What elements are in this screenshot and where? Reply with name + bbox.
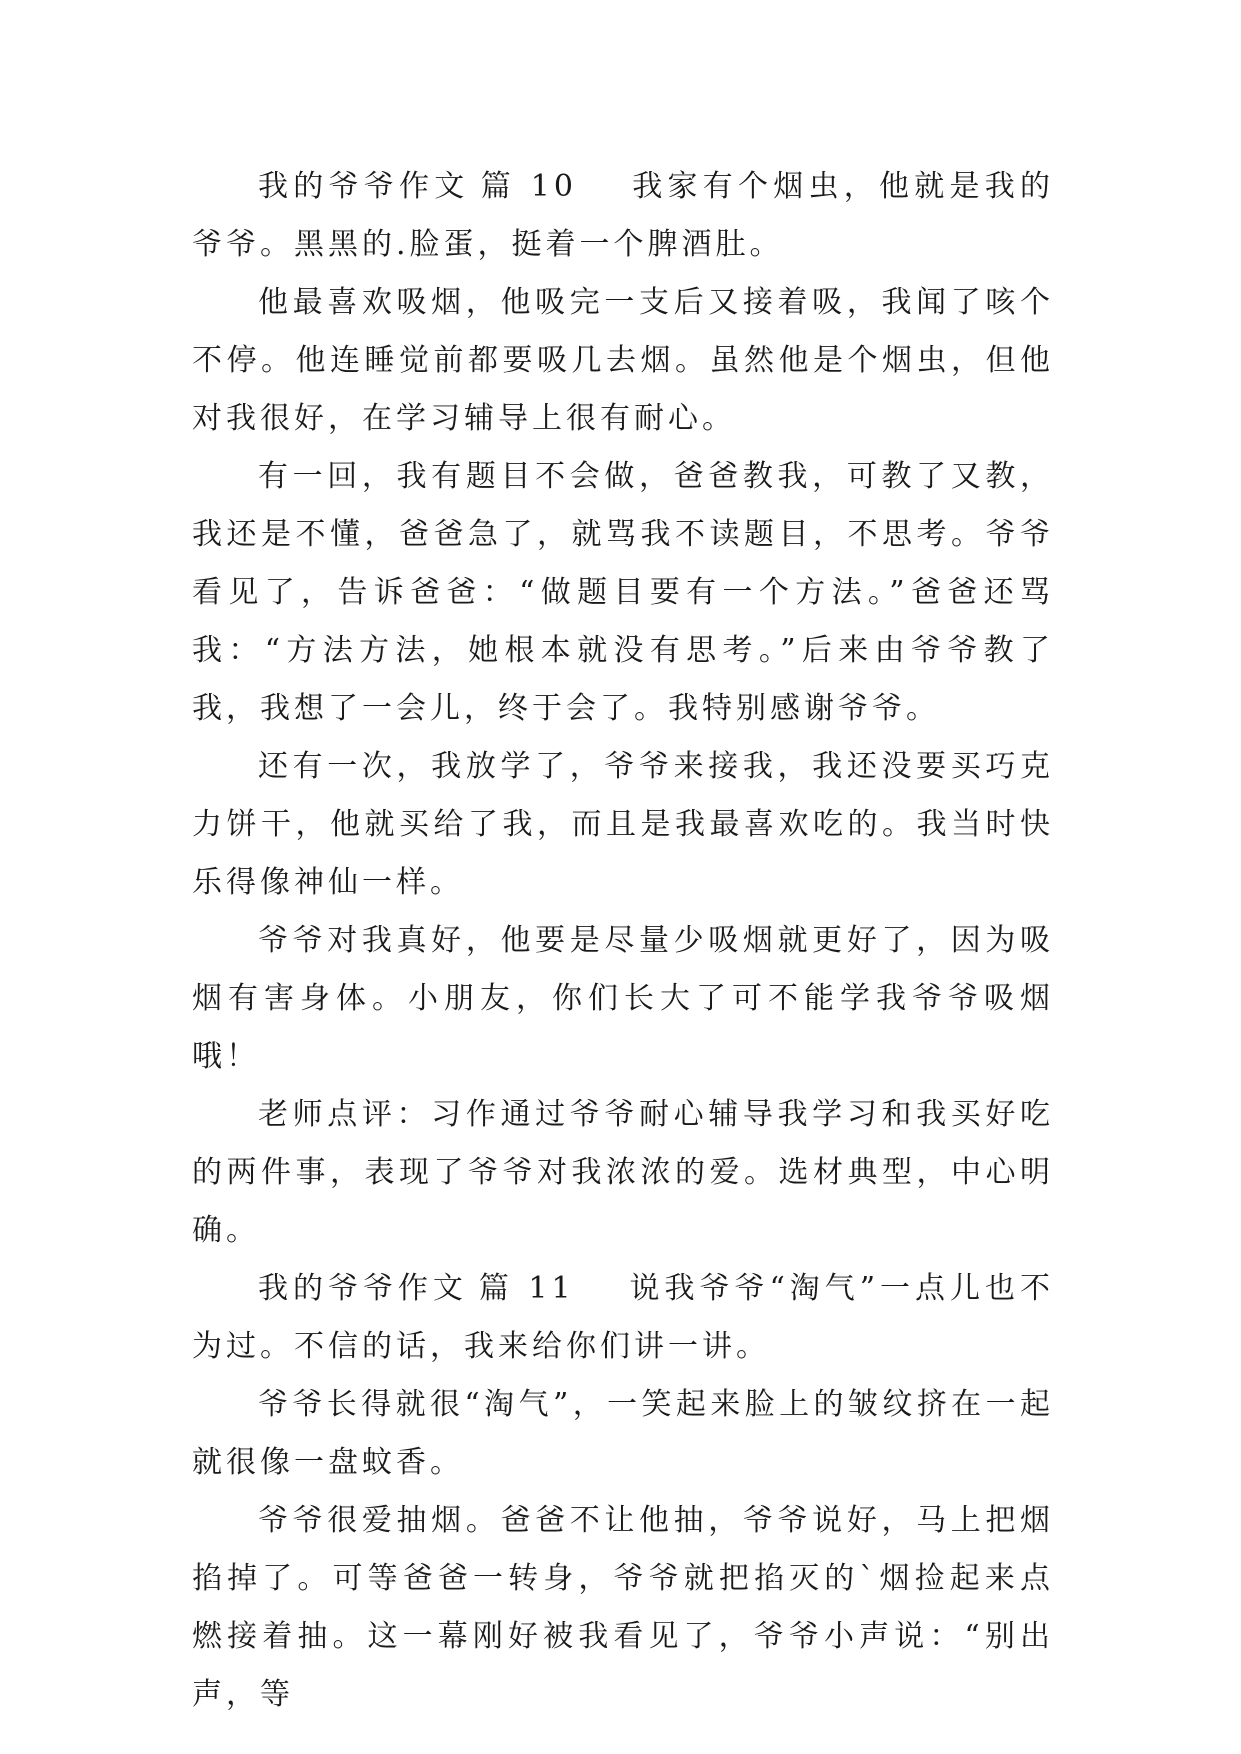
paragraph-text: 爷爷长得就很“淘气”，一笑起来脸上的皱纹挤在一起就很像一盘蚊香。 [192,1387,1054,1480]
paragraph-text: 老师点评：习作通过爷爷耐心辅导我学习和我买好吃的两件事，表现了爷爷对我浓浓的爱。选材典型，中心明确。 [192,1097,1054,1248]
paragraph-text: 爷爷对我真好，他要是尽量少吸烟就更好了，因为吸烟有害身体。小朋友，你们长大了可不能学我爷爷吸烟哦！ [192,923,1054,1074]
essay-paragraph [192,1260,1054,1376]
paragraph-text: 有一回，我有题目不会做，爸爸教我，可教了又教，我还是不懂，爸爸急了，就骂我不读题目，不思考。爷爷看见了，告诉爸爸：“做题目要有一个方法。”爸爸还骂我：“方法方法，她根本就没有思考。”后来由爷爷教了我，我想了一会儿，终于会了。我特别感谢爷爷。 [192,459,1054,726]
paragraph-text: 他最喜欢吸烟，他吸完一支后又接着吸，我闻了咳个不停。他连睡觉前都要吸几去烟。虽然他是个烟虫，但他对我很好，在学习辅导上很有耐心。 [192,285,1054,436]
section-number: 篇 11 [477,1271,575,1306]
paragraph-text: 说我爷爷“淘气”一点儿也不为过。不信的话，我来给你们讲一讲。 [192,1271,1054,1364]
essay-paragraph [192,1376,1054,1492]
essay-heading: 我的爷爷作文 [258,169,470,204]
teacher-comment [192,1086,1054,1260]
paragraph-text: 还有一次，我放学了，爷爷来接我，我还没要买巧克力饼干，他就买给了我，而且是我最喜欢吃的。我当时快乐得像神仙一样。 [192,749,1054,900]
section-number: 篇 10 [479,169,577,204]
essay-paragraph [192,912,1054,1086]
essay-paragraph [192,158,1054,274]
essay-paragraph [192,274,1054,448]
paragraph-text: 爷爷很爱抽烟。爸爸不让他抽，爷爷说好，马上把烟掐掉了。可等爸爸一转身，爷爷就把掐灭的`烟捡起来点燃接着抽。这一幕刚好被我看见了，爷爷小声说：“别出声，等 [192,1503,1054,1712]
essay-paragraph [192,1492,1054,1724]
essay-paragraph [192,738,1054,912]
essay-paragraph [192,448,1054,738]
paragraph-text: 我家有个烟虫，他就是我的爷爷。黑黑的.脸蛋，挺着一个脾酒肚。 [192,169,1055,262]
essay-heading: 我的爷爷作文 [258,1271,468,1306]
essay-body [192,158,1054,1724]
